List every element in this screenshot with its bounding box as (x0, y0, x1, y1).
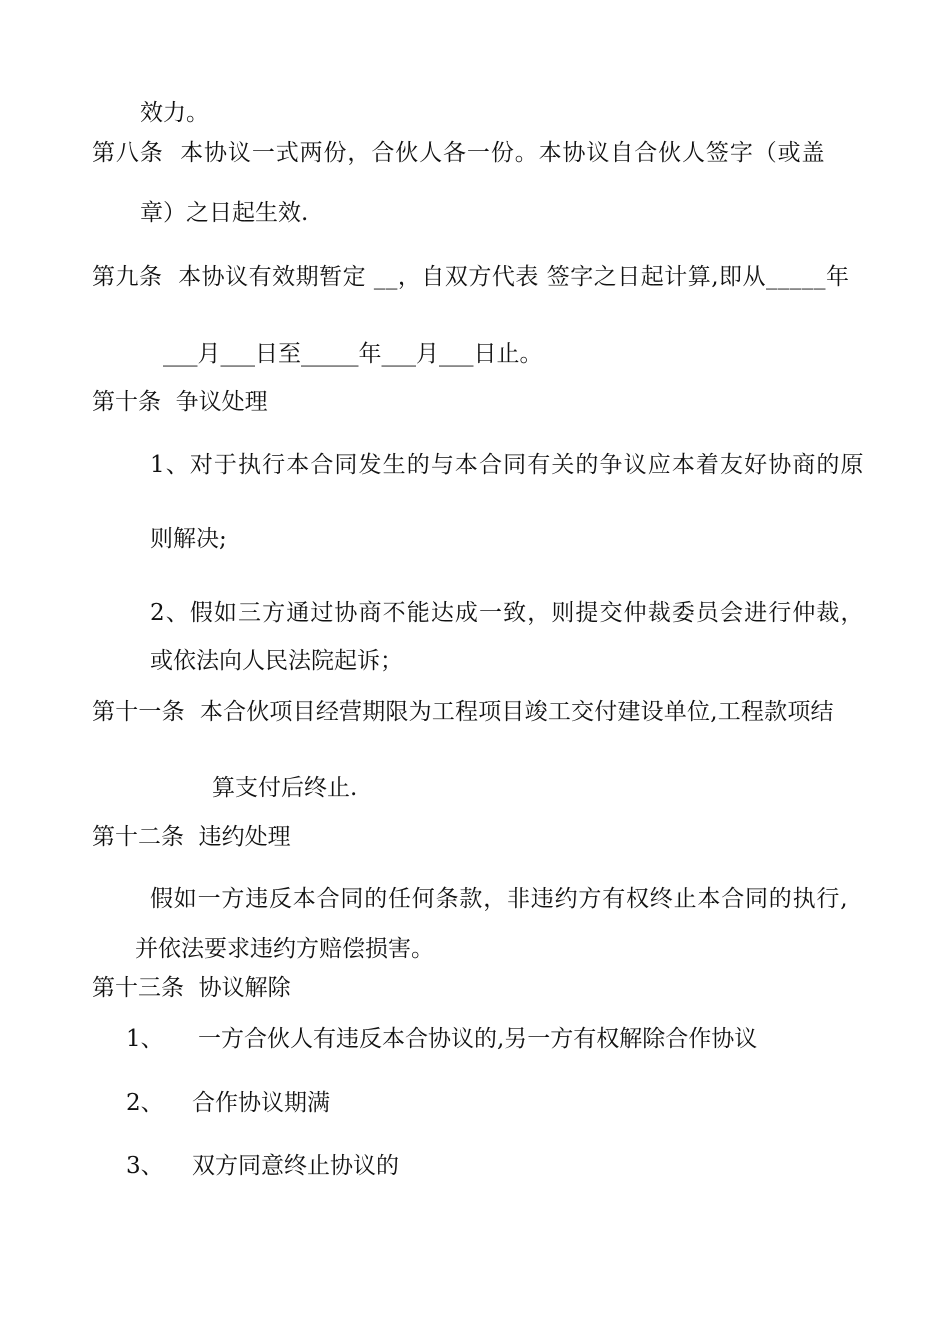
article-8-line-2: 章）之日起生效. (140, 200, 309, 226)
article-10-item-2-line-2: 或依法向人民法院起诉； (150, 648, 403, 674)
article-11-line-2: 算支付后终止. (212, 775, 358, 801)
text-line: 效力。 (140, 100, 209, 126)
article-13-item-2-text: 合作协议期满 (192, 1090, 330, 1116)
article-9-line-1: 第九条 本协议有效期暂定 __，自双方代表 签字之日起计算,即从_____年 (92, 264, 850, 290)
article-12-line-1: 假如一方违反本合同的任何条款，非违约方有权终止本合同的执行, (150, 886, 849, 912)
article-10-item-2-line-1: 2、假如三方通过协商不能达成一致，则提交仲裁委员会进行仲裁， (150, 600, 865, 626)
article-13-item-1-number: 1、 (126, 1026, 164, 1052)
article-13-heading: 第十三条 协议解除 (92, 975, 291, 1001)
article-13-item-2-number: 2、 (126, 1090, 164, 1116)
article-10-item-1-line-1: 1、对于执行本合同发生的与本合同有关的争议应本着友好协商的原 (150, 452, 865, 478)
article-12-heading: 第十二条 违约处理 (92, 824, 291, 850)
article-11-line-1: 第十一条 本合伙项目经营期限为工程项目竣工交付建设单位,工程款项结 (92, 699, 834, 725)
article-12-line-2: 并依法要求违约方赔偿损害。 (135, 936, 434, 962)
article-9-line-2: ___月___日至_____年___月___日止。 (163, 341, 543, 367)
article-13-item-3-text: 双方同意终止协议的 (192, 1153, 399, 1179)
article-13-item-3-number: 3、 (126, 1153, 164, 1179)
article-8-line-1: 第八条 本协议一式两份，合伙人各一份。本协议自合伙人签字（或盖 (92, 140, 826, 166)
article-10-heading: 第十条 争议处理 (92, 389, 268, 415)
article-10-item-1-line-2: 则解决; (150, 526, 227, 552)
article-13-item-1-text: 一方合伙人有违反本合协议的,另一方有权解除合作协议 (198, 1026, 758, 1052)
